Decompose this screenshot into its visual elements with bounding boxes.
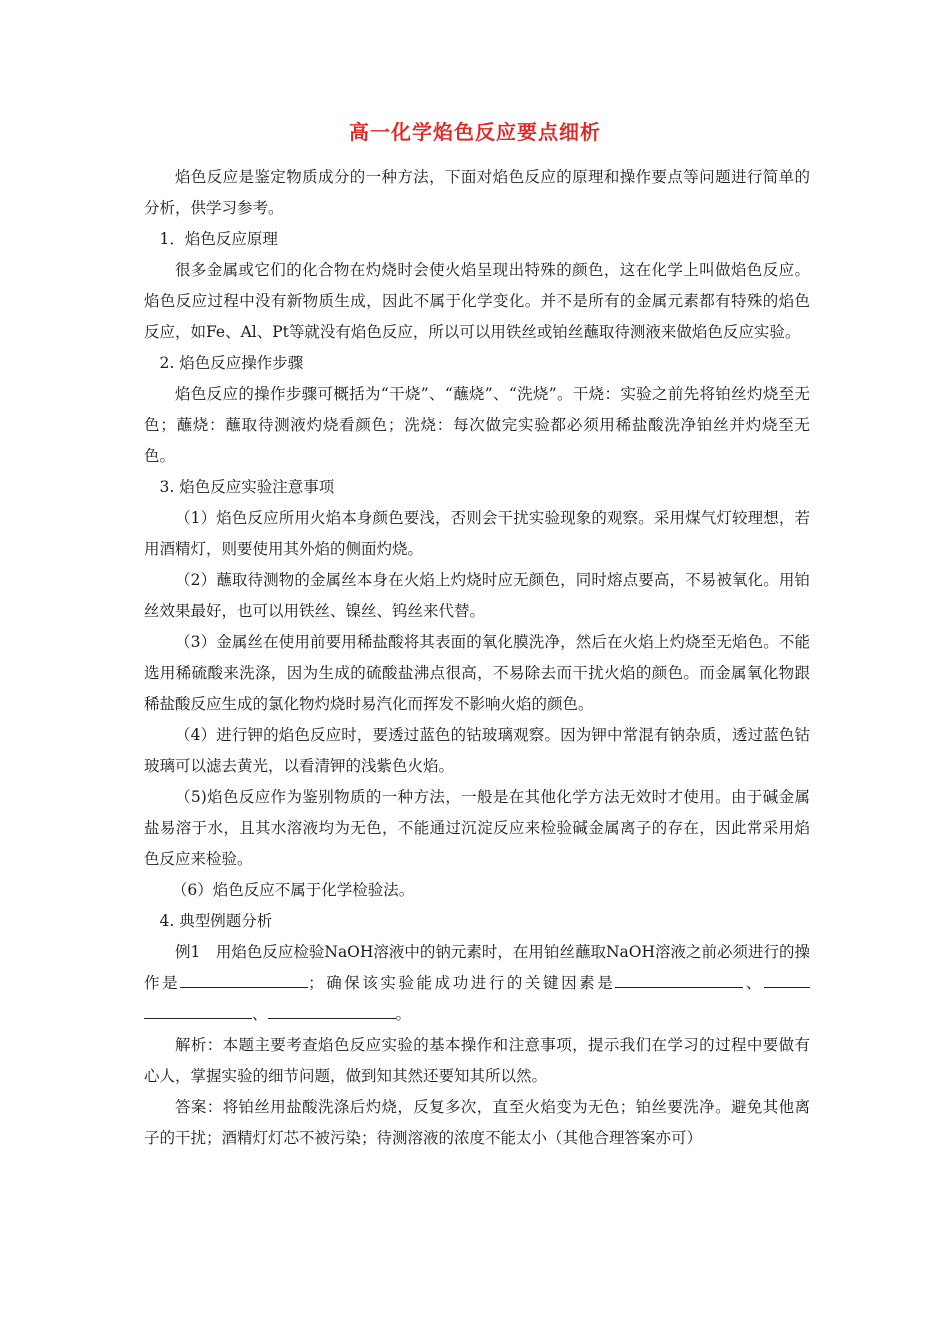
answer-paragraph: 答案：将铂丝用盐酸洗涤后灼烧，反复多次，直至火焰变为无色；铂丝要洗净。避免其他离子的干扰；酒精灯灯芯不被污染；待测溶液的浓度不能太小（其他合理答案亦可） — [144, 1098, 810, 1147]
section-3-heading: 3. 焰色反应实验注意事项 — [159, 478, 335, 496]
section-4-heading: 4. 典型例题分析 — [159, 912, 273, 930]
example-text-2: ；确保该实验能成功进行的关键因素是 — [308, 974, 616, 992]
section-2-heading: 2. 焰色反应操作步骤 — [159, 354, 304, 372]
answer-blank-3a — [764, 972, 810, 989]
intro-paragraph: 焰色反应是鉴定物质成分的一种方法，下面对焰色反应的原理和操作要点等问题进行简单的分析，供学习参考。 — [144, 168, 810, 217]
answer-blank-2 — [615, 972, 743, 989]
example-sep-2: 、 — [252, 1005, 268, 1023]
document-body — [144, 162, 810, 1154]
example-question — [144, 937, 810, 1030]
section-1-text: 很多金属或它们的化合物在灼烧时会使火焰呈现出特殊的颜色，这在化学上叫做焰色反应。焰色反应过程中没有新物质生成，因此不属于化学变化。并不是所有的金属元素都有特殊的焰色反应，如Fe、Al、Pt等就没有焰色反应，所以可以用铁丝或铂丝蘸取待测液来做焰色反应实验。 — [144, 261, 810, 341]
note-item-5: （5)焰色反应作为鉴别物质的一种方法，一般是在其他化学方法无效时才使用。由于碱金属盐易溶于水，且其水溶液均为无色，不能通过沉淀反应来检验碱金属离子的存在，因此常采用焰色反应来检验。 — [144, 788, 810, 868]
note-item-2: （2）蘸取待测物的金属丝本身在火焰上灼烧时应无颜色，同时熔点要高，不易被氧化。用铂丝效果最好，也可以用铁丝、镍丝、钨丝来代替。 — [144, 571, 810, 620]
answer-blank-1 — [180, 972, 308, 989]
note-item-4: （4）进行钾的焰色反应时，要透过蓝色的钴玻璃观察。因为钾中常混有钠杂质，透过蓝色钴玻璃可以滤去黄光，以看清钾的浅紫色火焰。 — [144, 726, 810, 775]
note-item-1: （1）焰色反应所用火焰本身颜色要浅，否则会干扰实验现象的观察。采用煤气灯较理想，若用酒精灯，则要使用其外焰的侧面灼烧。 — [144, 509, 810, 558]
answer-blank-3b — [144, 1003, 252, 1020]
note-item-3: （3）金属丝在使用前要用稀盐酸将其表面的氧化膜洗净，然后在火焰上灼烧至无焰色。不能选用稀硫酸来洗涤，因为生成的硫酸盐沸点很高，不易除去而干扰火焰的颜色。而金属氧化物跟稀盐酸反应生成的氯化物灼烧时易汽化而挥发不影响火焰的颜色。 — [144, 633, 810, 713]
example-sep-1: 、 — [743, 974, 764, 992]
analysis-paragraph: 解析：本题主要考查焰色反应实验的基本操作和注意事项，提示我们在学习的过程中要做有心人，掌握实验的细节问题，做到知其然还要知其所以然。 — [144, 1036, 810, 1085]
note-item-6: （6）焰色反应不属于化学检验法。 — [171, 881, 415, 899]
example-end: 。 — [395, 1005, 412, 1023]
page-title: 高一化学焰色反应要点细析 — [349, 120, 601, 144]
answer-blank-4 — [268, 1003, 396, 1020]
section-2-text: 焰色反应的操作步骤可概括为“干烧”、“蘸烧”、“洗烧”。干烧：实验之前先将铂丝灼烧至无色；蘸烧：蘸取待测液灼烧看颜色；洗烧：每次做完实验都必须用稀盐酸洗净铂丝并灼烧至无色。 — [144, 385, 810, 465]
example-text-1: 例1 用焰色反应检验NaOH溶液中的钠元素时，在用铂丝蘸取NaOH溶液之前必须进行的操作是 — [144, 943, 810, 992]
section-1-heading: 1．焰色反应原理 — [159, 230, 278, 248]
